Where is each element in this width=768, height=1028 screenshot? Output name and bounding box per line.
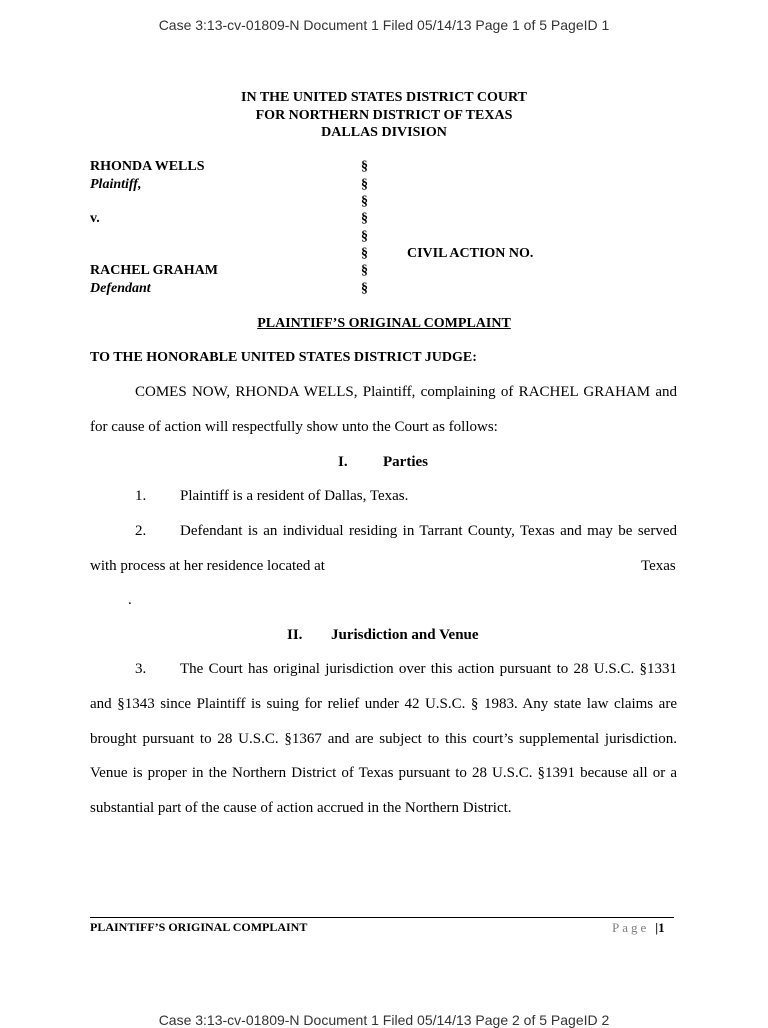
section-mark: § [361,246,368,261]
section-1-title: Parties [383,454,428,470]
intro-line1: COMES NOW, RHONDA WELLS, Plaintiff, complaining of RACHEL GRAHAM and [135,384,677,400]
para-2-line3: . [128,592,132,608]
plaintiff-name: RHONDA WELLS [90,159,205,174]
defendant-name: RACHEL GRAHAM [90,263,218,278]
section-mark: § [361,281,368,296]
defendant-role: Defendant [90,281,151,296]
court-heading-line2: FOR NORTHERN DISTRICT OF TEXAS [255,108,513,123]
next-page-header: Case 3:13-cv-01809-N Document 1 Filed 05/14/13 Page 2 of 5 PageID 2 [158,1012,610,1028]
para-2-line2-right: Texas [641,558,676,574]
para-3-line4: Venue is proper in the Northern District of Texas pursuant to 28 U.S.C. §1391 because all or a [90,765,677,781]
para-2-number: 2. [135,523,147,539]
footer-rule [90,917,674,918]
section-mark: § [361,159,368,174]
section-mark: § [361,194,368,209]
para-3-line1: The Court has original jurisdiction over this action pursuant to 28 U.S.C. §1331 [180,661,677,677]
court-heading-line3: DALLAS DIVISION [321,125,447,140]
section-2-title: Jurisdiction and Venue [331,627,479,643]
section-mark: § [361,229,368,244]
footer-separator: | [655,920,659,935]
section-1-number: I. [338,454,348,470]
versus-label: v. [90,211,100,226]
para-3-number: 3. [135,661,147,677]
intro-line2: for cause of action will respectfully show unto the Court as follows: [90,419,498,435]
section-mark: § [361,177,368,192]
case-header: Case 3:13-cv-01809-N Document 1 Filed 05/14/13 Page 1 of 5 PageID 1 [158,17,610,33]
para-2-line2-left: with process at her residence located at [90,558,325,574]
section-mark: § [361,263,368,278]
court-heading-line1: IN THE UNITED STATES DISTRICT COURT [241,90,527,105]
footer-page-number: 1 [658,920,665,935]
footer-page-label: Page [612,920,650,935]
para-2-line1: Defendant is an individual residing in Tarrant County, Texas and may be served [180,523,677,539]
document-title: PLAINTIFF’S ORIGINAL COMPLAINT [257,316,511,331]
footer-title: PLAINTIFF’S ORIGINAL COMPLAINT [90,920,308,934]
section-mark: § [361,211,368,226]
footer-page [612,919,665,937]
para-3-line2: and §1343 since Plaintiff is suing for relief under 42 U.S.C. § 1983. Any state law claims are [90,696,677,712]
para-3-line3: brought pursuant to 28 U.S.C. §1367 and are subject to this court’s supplemental jurisdiction. [90,731,677,747]
section-2-number: II. [287,627,303,643]
civil-action-label: CIVIL ACTION NO. [407,246,534,261]
para-3-line5: substantial part of the cause of action accrued in the Northern District. [90,800,512,816]
para-1-text: Plaintiff is a resident of Dallas, Texas. [180,488,409,504]
salutation: TO THE HONORABLE UNITED STATES DISTRICT JUDGE: [90,350,477,365]
para-1-number: 1. [135,488,147,504]
plaintiff-role: Plaintiff, [90,177,142,192]
